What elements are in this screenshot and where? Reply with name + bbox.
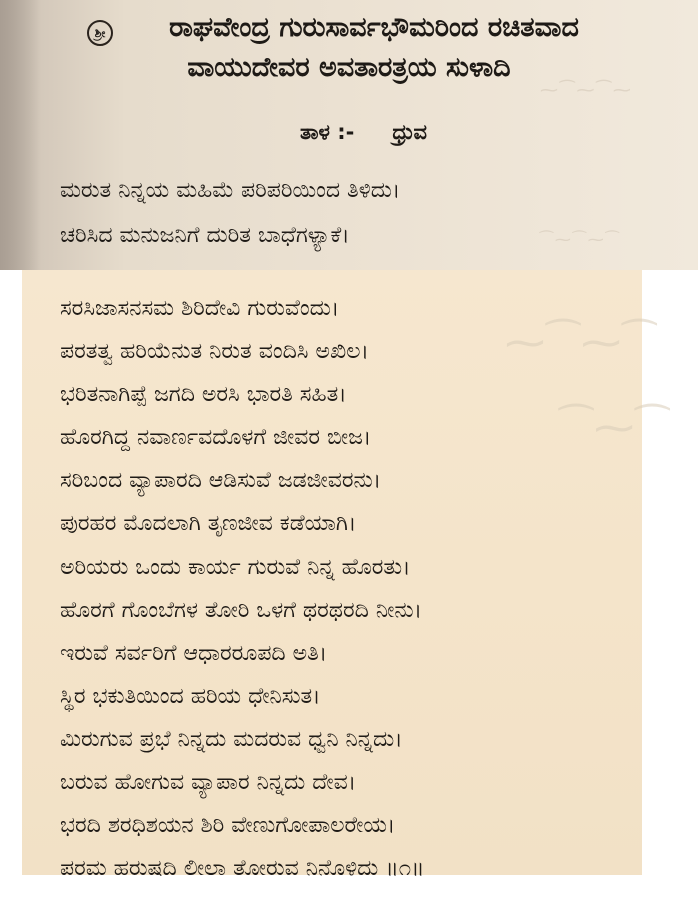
- verse-list: [60, 298, 424, 901]
- verse-line: ಹೊರಗಿದ್ದ ನವಾರ್ಣವದೊಳಗೆ ಜೀವರ ಬೀಜ।: [60, 425, 372, 451]
- verse-line: ಪರಮ ಹರುಷದಿ ಲೀಲಾ ತೋರುವ ನಿನೊಳಿದು ॥೧॥: [60, 856, 425, 882]
- bleed-through-mark: ⁀⁓⁀⁓⁀: [540, 230, 621, 249]
- tala-name: ಧ್ರುವ: [392, 120, 428, 144]
- verse-line: ಸರಸಿಜಾಸನಸಮ ಶಿರಿದೇವಿ ಗುರುವೆಂದು।: [60, 296, 340, 321]
- title-line-2: ವಾಯುದೇವರ ಅವತಾರತ್ರಯ ಸುಳಾದಿ: [187, 52, 511, 83]
- sri-emblem-text: ಶ್ರೀ: [94, 25, 106, 40]
- verse-line: ಹೊರಗೆ ಗೊಂಬೆಗಳ ತೋರಿ ಒಳಗೆ ಥರಥರದಿ ನೀನು।: [60, 597, 422, 623]
- verse-line: ಇರುವೆ ಸರ್ವರಿಗೆ ಆಧಾರರೂಪದಿ ಅತಿ।: [60, 640, 328, 666]
- tala-heading: [300, 120, 427, 145]
- verse-line: ಪರತತ್ವ ಹರಿಯೆನುತ ನಿರುತ ವಂದಿಸಿ ಅಖಿಲ।: [60, 339, 369, 365]
- verse-line: ಮರುತ ನಿನ್ನಯ ಮಹಿಮೆ ಪರಿಪರಿಯಿಂದ ತಿಳಿದು।: [60, 178, 401, 203]
- verse-line: ಬರುವ ಹೋಗುವ ವ್ಯಾಪಾರ ನಿನ್ನದು ದೇವ।: [60, 770, 357, 796]
- verse-line: ಅರಿಯರು ಒಂದು ಕಾರ್ಯ ಗುರುವೆ ನಿನ್ನ ಹೊರತು।: [60, 554, 411, 580]
- verse-line: ಸರಿಬಂದ ವ್ಯಾಪಾರದಿ ಆಡಿಸುವೆ ಜಡಜೀವರನು।: [60, 468, 382, 494]
- bleed-through-mark: ⁓⁀⁓⁀: [505, 320, 658, 366]
- verse-line: ಪುರಹರ ಮೊದಲಾಗಿ ತೃಣಜೀವ ಕಡೆಯಾಗಿ।: [60, 511, 357, 537]
- verse-line: ಭರದಿ ಶರಧಿಶಯನ ಶಿರಿ ವೇಣುಗೋಪಾಲರೇಯ।: [60, 813, 396, 839]
- verse-line: ಸ್ಥಿರ ಭಕುತಿಯಿಂದ ಹರಿಯ ಧೇನಿಸುತ।: [60, 683, 321, 709]
- title-line-1: ರಾಘವೇಂದ್ರ ಗುರುಸಾರ್ವಭೌಮರಿಂದ ರಚಿತವಾದ: [169, 12, 579, 43]
- verse-line: ಚರಿಸಿದ ಮನುಜನಿಗೆ ದುರಿತ ಬಾಧೆಗಳ್ಯಾಕೆ।: [60, 223, 350, 248]
- tala-label: ತಾಳ :-: [300, 120, 355, 144]
- verse-line: ಮಿರುಗುವ ಪ್ರಭೆ ನಿನ್ನದು ಮದರುವ ಧ್ವನಿ ನಿನ್ನದು।: [60, 726, 403, 752]
- bleed-through-mark: ⁀⁓⁀: [560, 405, 671, 451]
- verse-line: ಭರಿತನಾಗಿಪ್ಪೆ ಜಗದಿ ಅರಸಿ ಭಾರತಿ ಸಹಿತ।: [60, 382, 347, 408]
- bleed-through-mark: ⁓⁀⁓⁀⁓: [540, 80, 633, 101]
